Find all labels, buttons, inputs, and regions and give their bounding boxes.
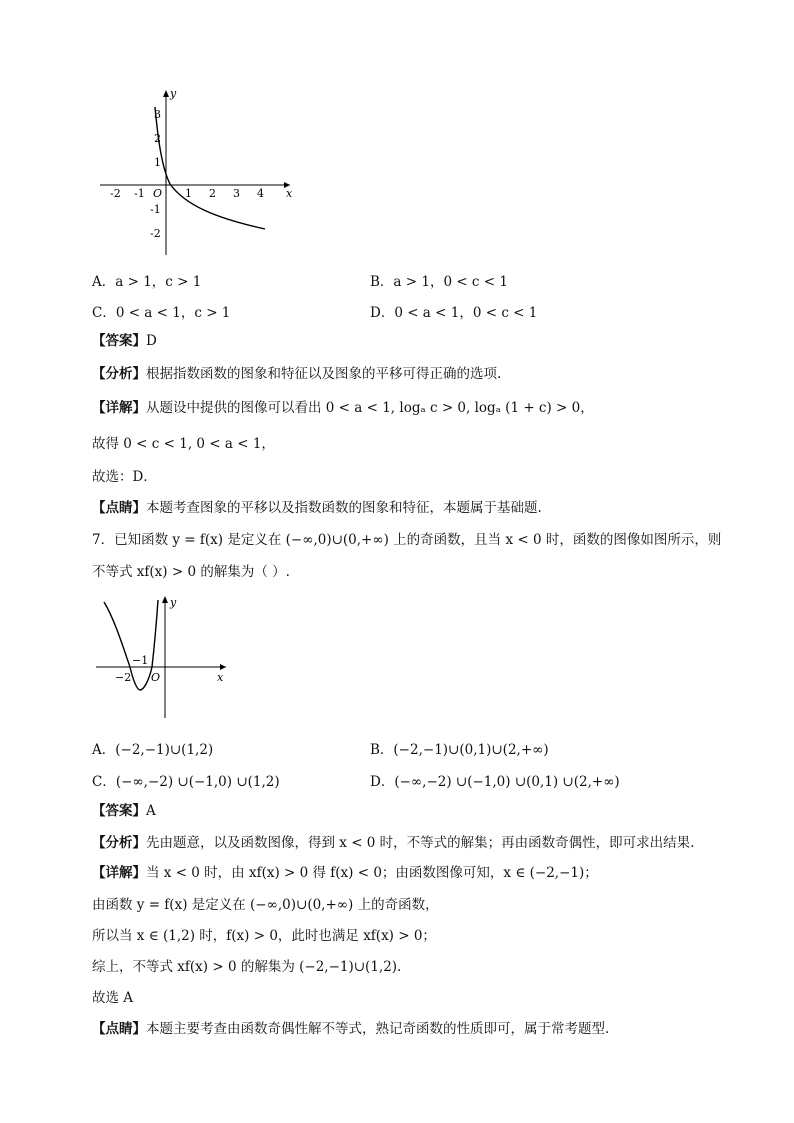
answer-tag: 【答案】 [92,803,146,819]
answer-tag: 【答案】 [92,333,146,349]
y-tick-label: 3 [154,108,161,121]
x-label: x [286,187,293,200]
q6-option-d: D．0 < a < 1，0 < c < 1 [370,305,538,321]
x-tick-label: -2 [110,187,121,200]
y-axis-arrow [162,596,168,603]
log-curve [155,107,265,229]
q7-detail-line: 由函数 y = f(x) 是定义在 (−∞,0)∪(0,+∞) 上的奇函数， [92,897,439,913]
q7-option-b: B．(−2,−1)∪(0,1)∪(2,+∞) [370,742,549,758]
x-tick-label: 1 [185,187,192,200]
q7-comment [92,1020,609,1038]
q7-answer [92,802,156,820]
q6-detail-line: 故选：D． [92,469,157,485]
detail-text: 从题设中提供的图像可以看出 0 < a < 1, logₐ c > 0, logₐ (1 + c) > 0， [146,400,594,416]
q6-analysis [92,365,501,383]
answer-value: A [146,803,156,819]
x-label: x [217,671,224,684]
q7-detail-line: 故选 A [92,990,134,1006]
comment-text: 本题考查图象的平移以及指数函数的图象和特征，本题属于基础题. [146,500,542,516]
q7-detail-line: 综上，不等式 xf(x) > 0 的解集为 (−2,−1)∪(1,2). [92,959,402,975]
x-tick-label: 2 [209,187,216,200]
q6-option-a: A．a > 1，c > 1 [92,274,202,290]
analysis-text: 先由题意，以及函数图像，得到 x < 0 时，不等式的解集；再由函数奇偶性，即可求出结果. [146,835,695,851]
q6-detail-line: 故得 0 < c < 1, 0 < a < 1， [92,436,275,452]
comment-tag: 【点睛】 [92,500,146,516]
y-tick-label: -2 [150,227,161,240]
comment-tag: 【点睛】 [92,1021,146,1037]
q7-detail-line: 所以当 x ∈ (1,2) 时，f(x) > 0，此时也满足 xf(x) > 0； [92,928,436,944]
comment-text: 本题主要考查由函数奇偶性解不等式，熟记奇函数的性质即可，属于常考题型. [146,1021,610,1037]
y-label: y [170,596,177,609]
origin-label: O [153,187,163,200]
x-tick-label: -1 [134,187,145,200]
x-tick-label: 4 [257,187,264,200]
q6-answer [92,332,157,350]
graph-odd-function [92,592,232,722]
q7-option-d: D．(−∞,−2) ∪(−1,0) ∪(0,1) ∪(2,+∞) [370,774,620,790]
detail-text: 当 x < 0 时，由 xf(x) > 0 得 f(x) < 0；由函数图像可知，x ∈ (−2,−1)； [146,865,598,881]
x-tick-label: 3 [233,187,240,200]
y-tick-label: -1 [150,203,161,216]
neg1-label: −1 [132,654,149,667]
origin-label: O [151,671,161,684]
graph-log-function [96,84,296,259]
detail-tag: 【详解】 [92,865,146,881]
neg2-label: −2 [115,671,132,684]
q7-detail [92,864,598,882]
q7-option-c: C．(−∞,−2) ∪(−1,0) ∪(1,2) [92,774,280,790]
analysis-tag: 【分析】 [92,835,146,851]
y-axis-arrow [163,90,169,97]
q7-stem-line-2: 不等式 xf(x) > 0 的解集为（ ）. [92,564,290,580]
q6-option-b: B．a > 1，0 < c < 1 [370,274,508,290]
x-axis-arrow [220,664,226,670]
q6-comment [92,499,542,517]
y-tick-label: 1 [154,156,161,169]
q7-option-a: A．(−2,−1)∪(1,2) [92,742,214,758]
y-tick-label: 2 [154,132,161,145]
q6-detail [92,399,594,417]
q7-stem: 7．已知函数 y = f(x) 是定义在 (−∞,0)∪(0,+∞) 上的奇函数，且当 x < 0 时，函数的图像如图所示，则 [92,532,722,548]
q7-analysis [92,834,694,852]
y-label: y [170,87,177,100]
detail-tag: 【详解】 [92,400,146,416]
q6-option-c: C．0 < a < 1，c > 1 [92,305,231,321]
answer-value: D [146,333,157,349]
analysis-tag: 【分析】 [92,366,146,382]
analysis-text: 根据指数函数的图象和特征以及图象的平移可得正确的选项. [146,366,502,382]
